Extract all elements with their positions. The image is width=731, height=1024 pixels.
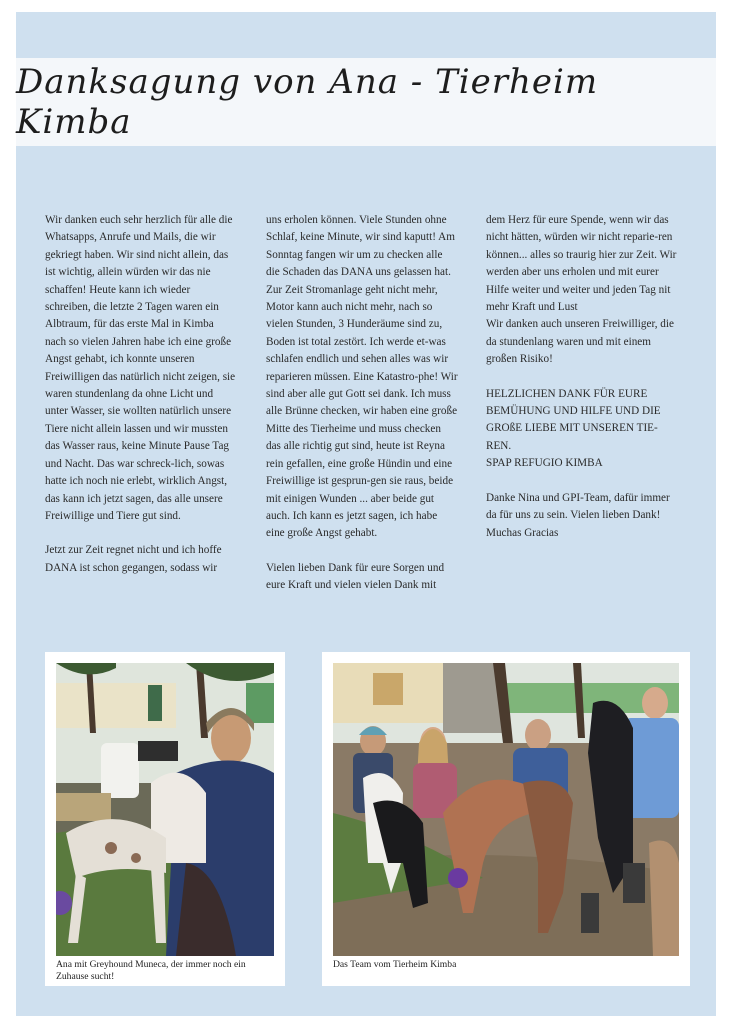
text-column-1 (45, 212, 237, 594)
paragraph: Danke Nina und GPI-Team, dafür immer da für uns zu sein. Vielen lieben Dank! Muchas Gracias (486, 491, 670, 539)
photo-card-team (322, 652, 690, 986)
photo-card-ana (45, 652, 285, 986)
photo-caption: Das Team vom Tierheim Kimba (333, 959, 457, 970)
paragraph: Vielen lieben Dank für eure Sorgen und eure Kraft und vielen vielen Dank mit (266, 561, 445, 592)
paragraph: HELZLICHEN DANK FÜR EURE BEMÜHUNG UND HILFE UND DIE GROßE LIEBE MIT UNSEREN TIE-REN. SPAP REFUGIO KIMBA (486, 387, 661, 470)
newsletter-page (16, 12, 716, 1016)
photo-ana-with-greyhound (56, 663, 274, 956)
text-column-2 (266, 212, 458, 612)
photo-caption: Ana mit Greyhound Muneca, der immer noch ein Zuhause sucht! (56, 959, 246, 982)
paragraph: uns erholen können. Viele Stunden ohne Schlaf, keine Minute, wir sind kaputt! Am Sonntag fangen wir um zu checken alle die Schaden das DANA uns gelassen hat. Zur Zeit Stromanlage geht nicht mehr, Motor kann auch nicht mehr, nach so vielen Stunden, 3 Hunderäume sind zu, Boden ist total zestört. Ich werde et-was schlafen endlich und sehen alles was wir reparieren müssen. Eine Katastro-phe! Wir sind aber alle gut Gott sei dank. Ich muss alle Brünne checken, wir haben eine große Mitte des Tierheime und muss checken das alle richtig gut sind, heute ist Reyna rein gefallen, eine große Hündin und eine Freiwillige ist gesprun-gen sie raus, beide mit einigen Wunden ... aber beide gut auch. Ich kann es jetzt sagen, ich habe eine große Angst gehabt. (266, 214, 458, 540)
photo-team-tierheim-kimba (333, 663, 679, 956)
text-column-3 (486, 212, 678, 559)
paragraph: Jetzt zur Zeit regnet nicht und ich hoffe DANA ist schon gegangen, sodass wir (45, 544, 222, 574)
page-title: Danksagung von Ana - Tierheim Kimba (16, 62, 599, 142)
paragraph: dem Herz für eure Spende, wenn wir das nicht hätten, würden wir nicht reparie-ren können... alles so traurig hier zur Zeit. Wir werden aber uns erholen und mit eurer Hilfe weiter und weiter und jeden Tag nit mehr Kraft und Lust Wir danken auch unseren Freiwilliger, die da stundenlang waren und mit einem großen Risiko! (486, 214, 677, 366)
title-band (16, 58, 716, 146)
paragraph: Wir danken euch sehr herzlich für alle die Whatsapps, Anrufe und Mails, die wir gekriegt haben. Wir sind nicht allein, das ist wichtig, allein würden wir das nie schaffen! Heute kann ich wieder schreiben, die letzte 2 Tagen waren ein Albtraum, für das erste Mal in Kimba nach so vielen Jahren habe ich eine große Angst gehabt, ich konnte unseren Freiwilligen das natürlich nicht zeigen, sie waren stundenlang da ohne Licht und unter Wasser, sie wollten natürlich unsere Tiere nicht allein lassen und wir mussten das Wasser raus, keine Minute Pause Tag und Nacht. Das war schreck-lich, sowas hatte ich noch nie erlebt, wirklich Angst, das kann ich jetzt sagen, das alle unsere Freiwillige und Tiere gut sind. (45, 214, 236, 522)
